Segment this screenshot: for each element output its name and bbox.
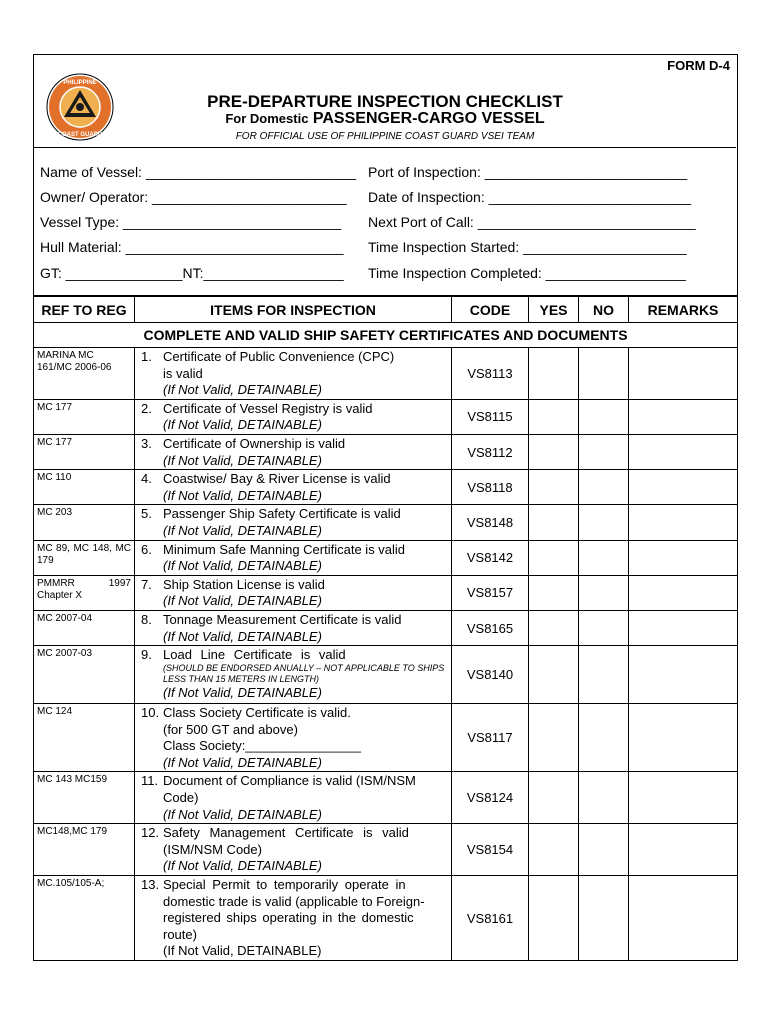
header-items: ITEMS FOR INSPECTION <box>135 297 452 323</box>
ref-cell: MC 143 MC159 <box>34 772 135 824</box>
subtitle-main: PASSENGER-CARGO VESSEL <box>312 110 545 127</box>
no-checkbox-cell[interactable] <box>579 610 629 645</box>
remarks-cell[interactable] <box>629 505 738 540</box>
divider <box>33 147 736 148</box>
ref-cell: MC148,MC 179 <box>34 824 135 876</box>
yes-checkbox-cell[interactable] <box>529 824 579 876</box>
item-cell: 9. Load Line Certificate is valid (SHOULD BE ENDORSED ANUALLY – NOT APPLICABLE TO SHIPS LESS THAN 15 METERS IN LENGTH) (If Not Valid, DETAINABLE) <box>135 646 452 704</box>
remarks-cell[interactable] <box>629 348 738 400</box>
code-cell: VS8148 <box>452 505 529 540</box>
code-cell: VS8118 <box>452 470 529 505</box>
header-code: CODE <box>452 297 529 323</box>
section-title: COMPLETE AND VALID SHIP SAFETY CERTIFICATES AND DOCUMENTS <box>34 323 738 348</box>
vessel-type-field: Vessel Type: ____________________________ <box>40 214 342 230</box>
vessel-name-field: Name of Vessel: ___________________________ <box>40 164 357 180</box>
page-title: PRE-DEPARTURE INSPECTION CHECKLIST <box>207 92 563 111</box>
yes-checkbox-cell[interactable] <box>529 772 579 824</box>
ref-cell: MC 203 <box>34 505 135 540</box>
no-checkbox-cell[interactable] <box>579 646 629 704</box>
header-no: NO <box>579 297 629 323</box>
header-ref: REF TO REG <box>34 297 135 323</box>
remarks-cell[interactable] <box>629 540 738 575</box>
svg-text:COAST GUARD: COAST GUARD <box>57 132 103 138</box>
table-row <box>34 399 738 434</box>
port-of-inspection-field: Port of Inspection: __________________________ <box>368 164 688 180</box>
ref-cell: PMMRR 1997 Chapter X <box>34 575 135 610</box>
owner-operator-field: Owner/ Operator: _________________________ <box>40 189 347 205</box>
no-checkbox-cell[interactable] <box>579 824 629 876</box>
time-started-field: Time Inspection Started: _____________________ <box>368 239 687 255</box>
item-cell: 6. Minimum Safe Manning Certificate is valid (If Not Valid, DETAINABLE) <box>135 540 452 575</box>
code-cell: VS8154 <box>452 824 529 876</box>
table-row <box>34 704 738 772</box>
item-cell: 13. Special Permit to temporarily operate in domestic trade is valid (applicable to Foreign- registered ships operating in the domestic route) (If Not Valid, DETAINABLE) <box>135 876 452 961</box>
form-number: FORM D-4 <box>667 58 730 73</box>
ref-cell: MC 177 <box>34 434 135 469</box>
no-checkbox-cell[interactable] <box>579 772 629 824</box>
header-yes: YES <box>529 297 579 323</box>
item-cell: 11. Document of Compliance is valid (ISM/NSM Code) (If Not Valid, DETAINABLE) <box>135 772 452 824</box>
svg-text:PHILIPPINE: PHILIPPINE <box>63 80 97 86</box>
remarks-cell[interactable] <box>629 876 738 961</box>
code-cell: VS8165 <box>452 610 529 645</box>
table-row <box>34 470 738 505</box>
remarks-cell[interactable] <box>629 646 738 704</box>
hull-material-field: Hull Material: ____________________________ <box>40 239 344 255</box>
no-checkbox-cell[interactable] <box>579 399 629 434</box>
yes-checkbox-cell[interactable] <box>529 610 579 645</box>
no-checkbox-cell[interactable] <box>579 876 629 961</box>
code-cell: VS8124 <box>452 772 529 824</box>
ref-cell: MARINA MC 161/MC 2006-06 <box>34 348 135 400</box>
yes-checkbox-cell[interactable] <box>529 646 579 704</box>
yes-checkbox-cell[interactable] <box>529 704 579 772</box>
item-cell: 1. Certificate of Public Convenience (CPC) is valid (If Not Valid, DETAINABLE) <box>135 348 452 400</box>
ref-cell: MC 124 <box>34 704 135 772</box>
table-row <box>34 540 738 575</box>
table-row <box>34 348 738 400</box>
ref-cell: MC 89, MC 148, MC 179 <box>34 540 135 575</box>
next-port-field: Next Port of Call: ____________________________ <box>368 214 696 230</box>
gt-nt-field: GT: _______________NT:__________________ <box>40 265 344 281</box>
inspection-table <box>33 296 738 961</box>
table-header-row <box>34 297 738 323</box>
remarks-cell[interactable] <box>629 575 738 610</box>
code-cell: VS8140 <box>452 646 529 704</box>
item-cell: 10. Class Society Certificate is valid. (for 500 GT and above) Class Society:________________ (If Not Valid, DETAINABLE) <box>135 704 452 772</box>
yes-checkbox-cell[interactable] <box>529 575 579 610</box>
yes-checkbox-cell[interactable] <box>529 348 579 400</box>
table-row <box>34 876 738 961</box>
remarks-cell[interactable] <box>629 772 738 824</box>
code-cell: VS8113 <box>452 348 529 400</box>
code-cell: VS8117 <box>452 704 529 772</box>
yes-checkbox-cell[interactable] <box>529 505 579 540</box>
subtitle-prefix: For Domestic <box>225 111 309 126</box>
item-cell: 8. Tonnage Measurement Certificate is valid (If Not Valid, DETAINABLE) <box>135 610 452 645</box>
yes-checkbox-cell[interactable] <box>529 434 579 469</box>
item-cell: 5. Passenger Ship Safety Certificate is valid (If Not Valid, DETAINABLE) <box>135 505 452 540</box>
table-row <box>34 610 738 645</box>
code-cell: VS8142 <box>452 540 529 575</box>
item-cell: 4. Coastwise/ Bay & River License is valid (If Not Valid, DETAINABLE) <box>135 470 452 505</box>
table-row <box>34 434 738 469</box>
remarks-cell[interactable] <box>629 610 738 645</box>
ref-cell: MC.105/105-A; <box>34 876 135 961</box>
remarks-cell[interactable] <box>629 434 738 469</box>
yes-checkbox-cell[interactable] <box>529 399 579 434</box>
table-row <box>34 646 738 704</box>
yes-checkbox-cell[interactable] <box>529 876 579 961</box>
no-checkbox-cell[interactable] <box>579 575 629 610</box>
code-cell: VS8157 <box>452 575 529 610</box>
no-checkbox-cell[interactable] <box>579 540 629 575</box>
table-row <box>34 824 738 876</box>
no-checkbox-cell[interactable] <box>579 434 629 469</box>
table-row <box>34 772 738 824</box>
code-cell: VS8115 <box>452 399 529 434</box>
remarks-cell[interactable] <box>629 470 738 505</box>
item-cell: 7. Ship Station License is valid (If Not Valid, DETAINABLE) <box>135 575 452 610</box>
ref-cell: MC 2007-04 <box>34 610 135 645</box>
no-checkbox-cell[interactable] <box>579 470 629 505</box>
table-row <box>34 505 738 540</box>
code-cell: VS8112 <box>452 434 529 469</box>
ref-cell: MC 2007-03 <box>34 646 135 704</box>
ref-cell: MC 177 <box>34 399 135 434</box>
table-row <box>34 575 738 610</box>
no-checkbox-cell[interactable] <box>579 348 629 400</box>
header-remarks: REMARKS <box>629 297 738 323</box>
remarks-cell[interactable] <box>629 399 738 434</box>
remarks-cell[interactable] <box>629 704 738 772</box>
item-cell: 2. Certificate of Vessel Registry is valid (If Not Valid, DETAINABLE) <box>135 399 452 434</box>
subtitle <box>0 110 770 128</box>
official-use-note: FOR OFFICIAL USE OF PHILIPPINE COAST GUARD VSEI TEAM <box>235 131 535 142</box>
no-checkbox-cell[interactable] <box>579 704 629 772</box>
remarks-cell[interactable] <box>629 824 738 876</box>
yes-checkbox-cell[interactable] <box>529 540 579 575</box>
date-of-inspection-field: Date of Inspection: __________________________ <box>368 189 692 205</box>
code-cell: VS8161 <box>452 876 529 961</box>
time-completed-field: Time Inspection Completed: __________________ <box>368 265 686 281</box>
yes-checkbox-cell[interactable] <box>529 470 579 505</box>
ref-cell: MC 110 <box>34 470 135 505</box>
no-checkbox-cell[interactable] <box>579 505 629 540</box>
item-cell: 3. Certificate of Ownership is valid (If Not Valid, DETAINABLE) <box>135 434 452 469</box>
item-cell: 12. Safety Management Certificate is valid (ISM/NSM Code) (If Not Valid, DETAINABLE) <box>135 824 452 876</box>
